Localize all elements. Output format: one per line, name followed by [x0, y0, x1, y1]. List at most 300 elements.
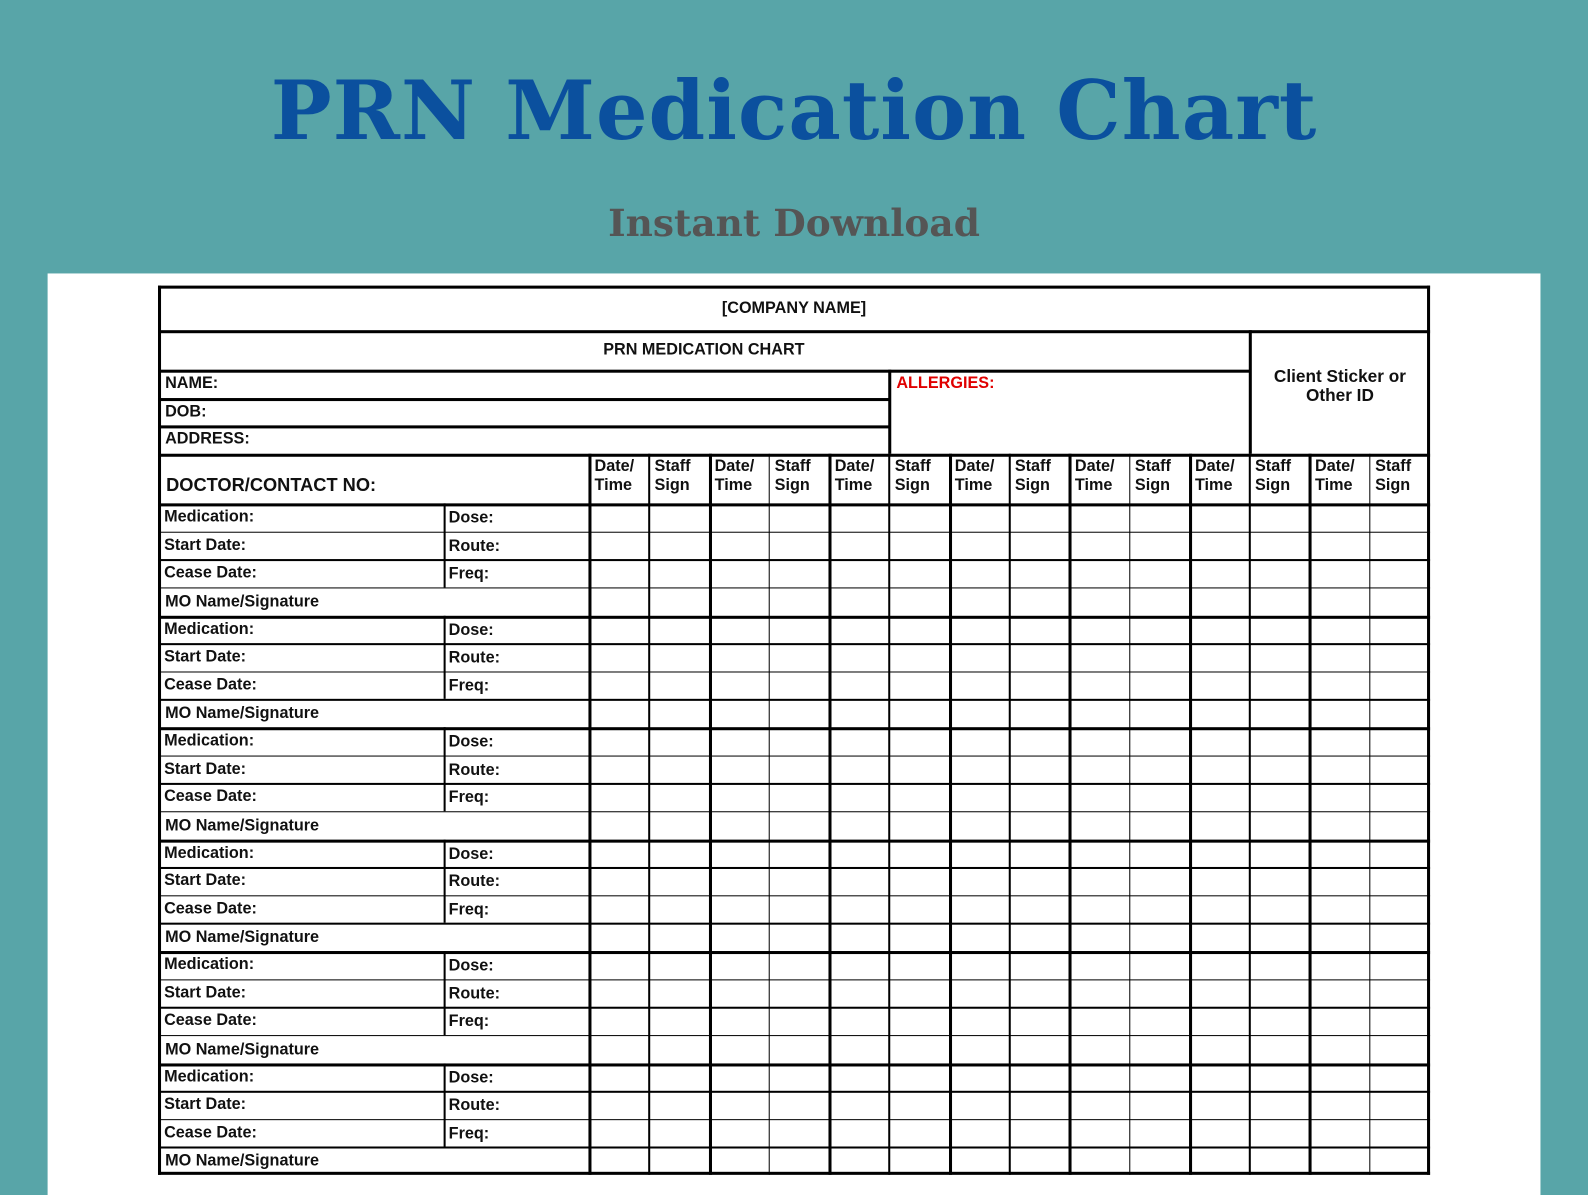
- staff-sign-cell[interactable]: [1370, 699, 1430, 727]
- date-time-cell[interactable]: [950, 979, 1010, 1007]
- cease-date-field[interactable]: Cease Date:: [164, 676, 257, 694]
- date-time-cell[interactable]: [589, 615, 649, 643]
- date-time-cell[interactable]: [1310, 923, 1370, 951]
- cease-date-field[interactable]: Cease Date:: [164, 1012, 257, 1030]
- staff-sign-cell[interactable]: [890, 1063, 950, 1091]
- date-time-cell[interactable]: [710, 839, 770, 867]
- staff-sign-cell[interactable]: [1370, 755, 1430, 783]
- date-time-cell[interactable]: [1070, 531, 1130, 559]
- date-time-cell[interactable]: [710, 811, 770, 839]
- medication-field[interactable]: Medication:: [164, 732, 255, 750]
- staff-sign-cell[interactable]: [1370, 923, 1430, 951]
- date-time-cell[interactable]: [1310, 811, 1370, 839]
- date-time-cell[interactable]: [830, 839, 890, 867]
- date-time-cell[interactable]: [950, 839, 1010, 867]
- date-time-cell[interactable]: [1070, 1119, 1130, 1147]
- date-time-cell[interactable]: [1310, 615, 1370, 643]
- date-time-cell[interactable]: [1310, 1119, 1370, 1147]
- start-date-field[interactable]: Start Date:: [164, 760, 247, 778]
- date-time-cell[interactable]: [830, 503, 890, 531]
- date-time-cell[interactable]: [589, 867, 649, 895]
- date-time-cell[interactable]: [589, 923, 649, 951]
- staff-sign-cell[interactable]: [1130, 503, 1190, 531]
- staff-sign-cell[interactable]: [890, 951, 950, 979]
- date-time-cell[interactable]: [1310, 643, 1370, 671]
- staff-sign-cell[interactable]: [649, 811, 709, 839]
- date-time-cell[interactable]: [830, 867, 890, 895]
- date-time-cell[interactable]: [950, 559, 1010, 587]
- staff-sign-cell[interactable]: [1130, 1091, 1190, 1119]
- date-time-cell[interactable]: [950, 503, 1010, 531]
- date-time-cell[interactable]: [1310, 699, 1370, 727]
- dose-field[interactable]: Dose:: [448, 621, 494, 639]
- name-field[interactable]: NAME:: [165, 374, 219, 392]
- date-time-cell[interactable]: [1310, 531, 1370, 559]
- medication-field[interactable]: Medication:: [164, 508, 255, 526]
- date-time-cell[interactable]: [830, 1035, 890, 1063]
- staff-sign-cell[interactable]: [1370, 1147, 1430, 1175]
- date-time-cell[interactable]: [710, 503, 770, 531]
- date-time-cell[interactable]: [1070, 1035, 1130, 1063]
- staff-sign-cell[interactable]: [1370, 531, 1430, 559]
- date-time-cell[interactable]: [950, 1119, 1010, 1147]
- staff-sign-cell[interactable]: [1250, 1007, 1310, 1035]
- date-time-cell[interactable]: [1070, 1147, 1130, 1175]
- staff-sign-cell[interactable]: [890, 615, 950, 643]
- date-time-cell[interactable]: [830, 895, 890, 923]
- staff-sign-cell[interactable]: [1370, 1063, 1430, 1091]
- date-time-cell[interactable]: [710, 1119, 770, 1147]
- date-time-cell[interactable]: [1190, 867, 1250, 895]
- staff-sign-cell[interactable]: [1250, 531, 1310, 559]
- date-time-cell[interactable]: [1190, 839, 1250, 867]
- staff-sign-cell[interactable]: [770, 895, 830, 923]
- staff-sign-cell[interactable]: [1370, 867, 1430, 895]
- medication-field[interactable]: Medication:: [164, 844, 255, 862]
- date-time-cell[interactable]: [1310, 503, 1370, 531]
- staff-sign-cell[interactable]: [1010, 727, 1070, 755]
- route-field[interactable]: Route:: [448, 1096, 500, 1115]
- date-time-cell[interactable]: [589, 1091, 649, 1119]
- date-time-cell[interactable]: [589, 1007, 649, 1035]
- staff-sign-cell[interactable]: [1250, 1147, 1310, 1175]
- staff-sign-cell[interactable]: [890, 811, 950, 839]
- date-time-cell[interactable]: [1070, 1007, 1130, 1035]
- mo-signature-field[interactable]: MO Name/Signature: [165, 1152, 320, 1171]
- staff-sign-cell[interactable]: [770, 727, 830, 755]
- staff-sign-cell[interactable]: [1010, 895, 1070, 923]
- date-time-cell[interactable]: [589, 671, 649, 699]
- staff-sign-cell[interactable]: [1250, 839, 1310, 867]
- staff-sign-cell[interactable]: [1010, 839, 1070, 867]
- date-time-cell[interactable]: [1190, 1147, 1250, 1175]
- date-time-cell[interactable]: [1070, 1091, 1130, 1119]
- staff-sign-cell[interactable]: [890, 755, 950, 783]
- staff-sign-cell[interactable]: [649, 727, 709, 755]
- staff-sign-cell[interactable]: [890, 699, 950, 727]
- staff-sign-cell[interactable]: [1130, 811, 1190, 839]
- date-time-cell[interactable]: [830, 923, 890, 951]
- date-time-cell[interactable]: [1190, 1091, 1250, 1119]
- medication-field[interactable]: Medication:: [164, 1067, 255, 1086]
- staff-sign-cell[interactable]: [649, 559, 709, 587]
- mo-signature-field[interactable]: MO Name/Signature: [165, 705, 320, 723]
- staff-sign-cell[interactable]: [770, 559, 830, 587]
- date-time-cell[interactable]: [1190, 1063, 1250, 1091]
- staff-sign-cell[interactable]: [1010, 867, 1070, 895]
- date-time-cell[interactable]: [1190, 671, 1250, 699]
- staff-sign-cell[interactable]: [1010, 1119, 1070, 1147]
- staff-sign-cell[interactable]: [649, 783, 709, 811]
- date-time-cell[interactable]: [589, 1035, 649, 1063]
- date-time-cell[interactable]: [950, 1063, 1010, 1091]
- date-time-cell[interactable]: [1310, 559, 1370, 587]
- staff-sign-cell[interactable]: [1010, 979, 1070, 1007]
- date-time-cell[interactable]: [1190, 727, 1250, 755]
- date-time-cell[interactable]: [1070, 951, 1130, 979]
- staff-sign-cell[interactable]: [1250, 783, 1310, 811]
- staff-sign-cell[interactable]: [770, 1091, 830, 1119]
- date-time-cell[interactable]: [1190, 755, 1250, 783]
- date-time-cell[interactable]: [1310, 1147, 1370, 1175]
- date-time-cell[interactable]: [1070, 503, 1130, 531]
- staff-sign-cell[interactable]: [1370, 615, 1430, 643]
- staff-sign-cell[interactable]: [1130, 979, 1190, 1007]
- cease-date-field[interactable]: Cease Date:: [164, 788, 257, 806]
- date-time-cell[interactable]: [1190, 895, 1250, 923]
- date-time-cell[interactable]: [950, 867, 1010, 895]
- staff-sign-cell[interactable]: [770, 671, 830, 699]
- date-time-cell[interactable]: [1070, 783, 1130, 811]
- date-time-cell[interactable]: [710, 699, 770, 727]
- date-time-cell[interactable]: [710, 783, 770, 811]
- date-time-cell[interactable]: [830, 811, 890, 839]
- staff-sign-cell[interactable]: [770, 923, 830, 951]
- staff-sign-cell[interactable]: [1250, 559, 1310, 587]
- date-time-cell[interactable]: [830, 559, 890, 587]
- date-time-cell[interactable]: [830, 755, 890, 783]
- staff-sign-cell[interactable]: [1130, 531, 1190, 559]
- staff-sign-cell[interactable]: [890, 1035, 950, 1063]
- allergies-field[interactable]: ALLERGIES:: [896, 374, 995, 392]
- date-time-cell[interactable]: [710, 951, 770, 979]
- date-time-cell[interactable]: [830, 1063, 890, 1091]
- date-time-cell[interactable]: [1310, 1007, 1370, 1035]
- staff-sign-cell[interactable]: [1130, 895, 1190, 923]
- route-field[interactable]: Route:: [448, 873, 500, 891]
- date-time-cell[interactable]: [950, 531, 1010, 559]
- staff-sign-cell[interactable]: [1250, 979, 1310, 1007]
- date-time-cell[interactable]: [830, 531, 890, 559]
- staff-sign-cell[interactable]: [770, 1063, 830, 1091]
- date-time-cell[interactable]: [589, 503, 649, 531]
- staff-sign-cell[interactable]: [890, 979, 950, 1007]
- date-time-cell[interactable]: [830, 727, 890, 755]
- route-field[interactable]: Route:: [448, 985, 500, 1003]
- staff-sign-cell[interactable]: [1010, 1007, 1070, 1035]
- date-time-cell[interactable]: [1310, 783, 1370, 811]
- staff-sign-cell[interactable]: [1010, 783, 1070, 811]
- date-time-cell[interactable]: [710, 923, 770, 951]
- date-time-cell[interactable]: [710, 1091, 770, 1119]
- date-time-cell[interactable]: [830, 1119, 890, 1147]
- staff-sign-cell[interactable]: [1250, 951, 1310, 979]
- date-time-cell[interactable]: [710, 755, 770, 783]
- date-time-cell[interactable]: [1070, 587, 1130, 615]
- date-time-cell[interactable]: [1190, 615, 1250, 643]
- staff-sign-cell[interactable]: [649, 503, 709, 531]
- date-time-cell[interactable]: [1310, 979, 1370, 1007]
- date-time-cell[interactable]: [950, 1147, 1010, 1175]
- date-time-cell[interactable]: [830, 1007, 890, 1035]
- date-time-cell[interactable]: [950, 643, 1010, 671]
- cease-date-field[interactable]: Cease Date:: [164, 900, 257, 918]
- staff-sign-cell[interactable]: [770, 867, 830, 895]
- date-time-cell[interactable]: [589, 811, 649, 839]
- staff-sign-cell[interactable]: [1010, 923, 1070, 951]
- date-time-cell[interactable]: [1310, 755, 1370, 783]
- staff-sign-cell[interactable]: [890, 839, 950, 867]
- staff-sign-cell[interactable]: [1250, 755, 1310, 783]
- mo-signature-field[interactable]: MO Name/Signature: [165, 1041, 320, 1059]
- staff-sign-cell[interactable]: [1130, 755, 1190, 783]
- staff-sign-cell[interactable]: [1130, 783, 1190, 811]
- start-date-field[interactable]: Start Date:: [164, 648, 247, 666]
- date-time-cell[interactable]: [589, 587, 649, 615]
- date-time-cell[interactable]: [950, 727, 1010, 755]
- staff-sign-cell[interactable]: [1250, 1091, 1310, 1119]
- staff-sign-cell[interactable]: [649, 867, 709, 895]
- staff-sign-cell[interactable]: [770, 839, 830, 867]
- staff-sign-cell[interactable]: [890, 531, 950, 559]
- staff-sign-cell[interactable]: [1130, 615, 1190, 643]
- staff-sign-cell[interactable]: [649, 1091, 709, 1119]
- dose-field[interactable]: Dose:: [448, 1069, 494, 1087]
- date-time-cell[interactable]: [589, 1063, 649, 1091]
- staff-sign-cell[interactable]: [770, 1035, 830, 1063]
- date-time-cell[interactable]: [1310, 867, 1370, 895]
- staff-sign-cell[interactable]: [1250, 811, 1310, 839]
- staff-sign-cell[interactable]: [649, 979, 709, 1007]
- staff-sign-cell[interactable]: [1250, 867, 1310, 895]
- staff-sign-cell[interactable]: [649, 895, 709, 923]
- staff-sign-cell[interactable]: [1370, 503, 1430, 531]
- staff-sign-cell[interactable]: [649, 923, 709, 951]
- staff-sign-cell[interactable]: [1370, 671, 1430, 699]
- staff-sign-cell[interactable]: [890, 643, 950, 671]
- staff-sign-cell[interactable]: [1370, 951, 1430, 979]
- staff-sign-cell[interactable]: [770, 531, 830, 559]
- date-time-cell[interactable]: [1190, 503, 1250, 531]
- date-time-cell[interactable]: [830, 1091, 890, 1119]
- staff-sign-cell[interactable]: [890, 587, 950, 615]
- date-time-cell[interactable]: [1070, 979, 1130, 1007]
- date-time-cell[interactable]: [710, 1007, 770, 1035]
- staff-sign-cell[interactable]: [1250, 503, 1310, 531]
- date-time-cell[interactable]: [710, 643, 770, 671]
- staff-sign-cell[interactable]: [1130, 559, 1190, 587]
- date-time-cell[interactable]: [950, 587, 1010, 615]
- date-time-cell[interactable]: [1310, 1091, 1370, 1119]
- staff-sign-cell[interactable]: [1130, 643, 1190, 671]
- staff-sign-cell[interactable]: [1250, 587, 1310, 615]
- date-time-cell[interactable]: [950, 615, 1010, 643]
- date-time-cell[interactable]: [1310, 1035, 1370, 1063]
- staff-sign-cell[interactable]: [649, 1063, 709, 1091]
- staff-sign-cell[interactable]: [1010, 1091, 1070, 1119]
- date-time-cell[interactable]: [950, 895, 1010, 923]
- date-time-cell[interactable]: [1310, 1063, 1370, 1091]
- date-time-cell[interactable]: [830, 643, 890, 671]
- date-time-cell[interactable]: [710, 531, 770, 559]
- medication-field[interactable]: Medication:: [164, 956, 255, 974]
- staff-sign-cell[interactable]: [1370, 587, 1430, 615]
- date-time-cell[interactable]: [1190, 699, 1250, 727]
- staff-sign-cell[interactable]: [1250, 923, 1310, 951]
- staff-sign-cell[interactable]: [770, 615, 830, 643]
- staff-sign-cell[interactable]: [1010, 811, 1070, 839]
- staff-sign-cell[interactable]: [1370, 979, 1430, 1007]
- freq-field[interactable]: Freq:: [448, 1124, 490, 1143]
- staff-sign-cell[interactable]: [1370, 839, 1430, 867]
- staff-sign-cell[interactable]: [1370, 895, 1430, 923]
- staff-sign-cell[interactable]: [1250, 1119, 1310, 1147]
- date-time-cell[interactable]: [710, 587, 770, 615]
- date-time-cell[interactable]: [1190, 559, 1250, 587]
- staff-sign-cell[interactable]: [1010, 1063, 1070, 1091]
- staff-sign-cell[interactable]: [1250, 1063, 1310, 1091]
- staff-sign-cell[interactable]: [1010, 643, 1070, 671]
- staff-sign-cell[interactable]: [1130, 1035, 1190, 1063]
- staff-sign-cell[interactable]: [1370, 1035, 1430, 1063]
- date-time-cell[interactable]: [710, 1063, 770, 1091]
- date-time-cell[interactable]: [950, 811, 1010, 839]
- date-time-cell[interactable]: [1070, 699, 1130, 727]
- staff-sign-cell[interactable]: [1130, 671, 1190, 699]
- staff-sign-cell[interactable]: [1010, 699, 1070, 727]
- freq-field[interactable]: Freq:: [448, 565, 490, 583]
- date-time-cell[interactable]: [1190, 1119, 1250, 1147]
- date-time-cell[interactable]: [830, 615, 890, 643]
- date-time-cell[interactable]: [1190, 1035, 1250, 1063]
- dose-field[interactable]: Dose:: [448, 509, 494, 527]
- date-time-cell[interactable]: [589, 1147, 649, 1175]
- date-time-cell[interactable]: [950, 783, 1010, 811]
- cease-date-field[interactable]: Cease Date:: [164, 1123, 257, 1142]
- staff-sign-cell[interactable]: [890, 559, 950, 587]
- date-time-cell[interactable]: [950, 671, 1010, 699]
- date-time-cell[interactable]: [710, 1035, 770, 1063]
- staff-sign-cell[interactable]: [770, 1147, 830, 1175]
- staff-sign-cell[interactable]: [890, 1147, 950, 1175]
- staff-sign-cell[interactable]: [1250, 615, 1310, 643]
- date-time-cell[interactable]: [1190, 951, 1250, 979]
- staff-sign-cell[interactable]: [890, 895, 950, 923]
- staff-sign-cell[interactable]: [770, 1007, 830, 1035]
- date-time-cell[interactable]: [950, 951, 1010, 979]
- date-time-cell[interactable]: [589, 979, 649, 1007]
- staff-sign-cell[interactable]: [890, 1119, 950, 1147]
- staff-sign-cell[interactable]: [890, 1091, 950, 1119]
- staff-sign-cell[interactable]: [1250, 643, 1310, 671]
- date-time-cell[interactable]: [1070, 839, 1130, 867]
- staff-sign-cell[interactable]: [649, 1007, 709, 1035]
- staff-sign-cell[interactable]: [1130, 699, 1190, 727]
- staff-sign-cell[interactable]: [649, 643, 709, 671]
- date-time-cell[interactable]: [589, 839, 649, 867]
- staff-sign-cell[interactable]: [1010, 1147, 1070, 1175]
- start-date-field[interactable]: Start Date:: [164, 1095, 247, 1114]
- date-time-cell[interactable]: [950, 1007, 1010, 1035]
- date-time-cell[interactable]: [950, 923, 1010, 951]
- staff-sign-cell[interactable]: [1250, 727, 1310, 755]
- staff-sign-cell[interactable]: [1010, 951, 1070, 979]
- date-time-cell[interactable]: [830, 979, 890, 1007]
- staff-sign-cell[interactable]: [1250, 671, 1310, 699]
- date-time-cell[interactable]: [1070, 755, 1130, 783]
- staff-sign-cell[interactable]: [890, 867, 950, 895]
- freq-field[interactable]: Freq:: [448, 789, 490, 807]
- staff-sign-cell[interactable]: [1010, 587, 1070, 615]
- staff-sign-cell[interactable]: [1250, 699, 1310, 727]
- staff-sign-cell[interactable]: [770, 783, 830, 811]
- date-time-cell[interactable]: [830, 587, 890, 615]
- date-time-cell[interactable]: [589, 699, 649, 727]
- date-time-cell[interactable]: [589, 643, 649, 671]
- staff-sign-cell[interactable]: [1130, 1119, 1190, 1147]
- date-time-cell[interactable]: [1310, 587, 1370, 615]
- staff-sign-cell[interactable]: [1130, 1063, 1190, 1091]
- start-date-field[interactable]: Start Date:: [164, 872, 247, 890]
- date-time-cell[interactable]: [1190, 1007, 1250, 1035]
- date-time-cell[interactable]: [950, 699, 1010, 727]
- date-time-cell[interactable]: [950, 1091, 1010, 1119]
- medication-field[interactable]: Medication:: [164, 620, 255, 638]
- freq-field[interactable]: Freq:: [448, 901, 490, 919]
- staff-sign-cell[interactable]: [649, 755, 709, 783]
- date-time-cell[interactable]: [1310, 951, 1370, 979]
- staff-sign-cell[interactable]: [770, 979, 830, 1007]
- company-name-field[interactable]: [COMPANY NAME]: [721, 299, 867, 317]
- staff-sign-cell[interactable]: [770, 951, 830, 979]
- staff-sign-cell[interactable]: [1010, 559, 1070, 587]
- address-field[interactable]: ADDRESS:: [165, 430, 250, 448]
- staff-sign-cell[interactable]: [1010, 615, 1070, 643]
- date-time-cell[interactable]: [1190, 587, 1250, 615]
- staff-sign-cell[interactable]: [890, 923, 950, 951]
- staff-sign-cell[interactable]: [649, 839, 709, 867]
- date-time-cell[interactable]: [1070, 559, 1130, 587]
- date-time-cell[interactable]: [710, 615, 770, 643]
- date-time-cell[interactable]: [1190, 923, 1250, 951]
- staff-sign-cell[interactable]: [770, 1119, 830, 1147]
- staff-sign-cell[interactable]: [649, 531, 709, 559]
- staff-sign-cell[interactable]: [890, 503, 950, 531]
- start-date-field[interactable]: Start Date:: [164, 536, 247, 554]
- staff-sign-cell[interactable]: [1370, 1119, 1430, 1147]
- date-time-cell[interactable]: [950, 1035, 1010, 1063]
- staff-sign-cell[interactable]: [890, 1007, 950, 1035]
- staff-sign-cell[interactable]: [649, 671, 709, 699]
- date-time-cell[interactable]: [1070, 1063, 1130, 1091]
- date-time-cell[interactable]: [589, 951, 649, 979]
- date-time-cell[interactable]: [1310, 671, 1370, 699]
- staff-sign-cell[interactable]: [1130, 1007, 1190, 1035]
- client-sticker-area[interactable]: Client Sticker or Other ID: [1273, 366, 1406, 406]
- route-field[interactable]: Route:: [448, 649, 500, 667]
- date-time-cell[interactable]: [710, 671, 770, 699]
- date-time-cell[interactable]: [710, 867, 770, 895]
